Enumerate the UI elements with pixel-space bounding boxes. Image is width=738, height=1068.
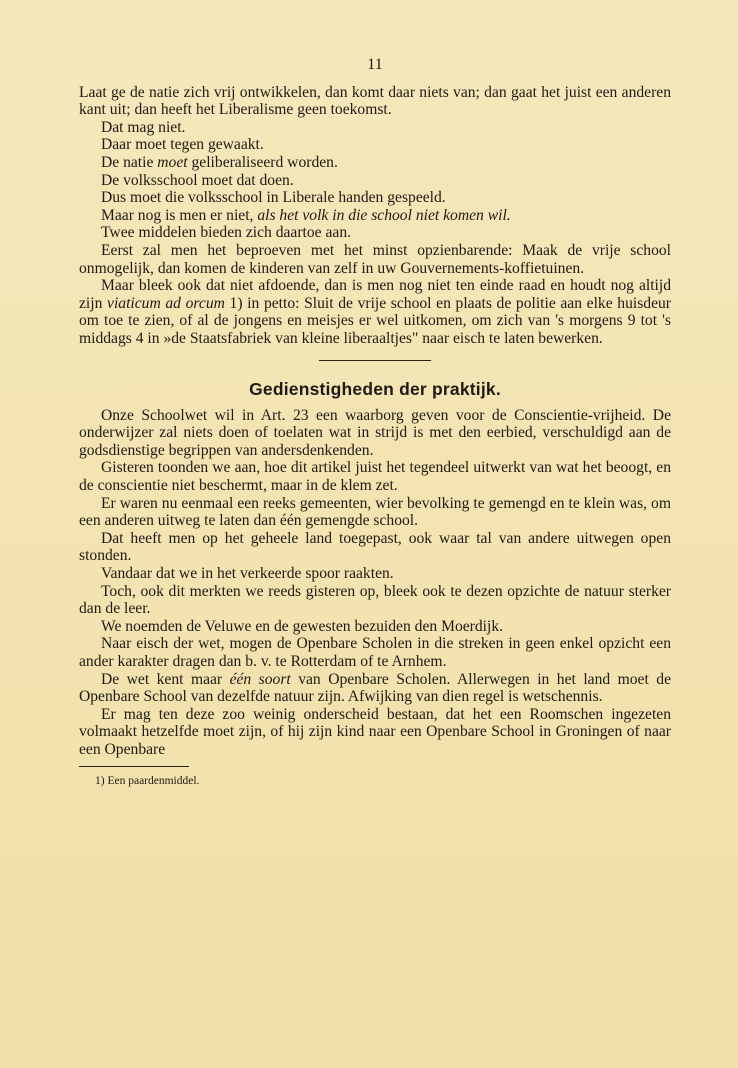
section-heading: Gedienstigheden der praktijk. xyxy=(249,379,501,399)
paragraph: Daar moet tegen gewaakt. xyxy=(101,136,264,154)
paragraph: Dat heeft men op het geheele land toegepast, ook waar tal van andere uitwegen open stonden. xyxy=(79,529,671,565)
section-divider xyxy=(319,360,431,362)
paragraph: Er waren nu eenmaal een reeks gemeenten, wier bevolking te gemengd en te klein was, om een anderen uitweg te laten dan één gemengde school. xyxy=(79,494,671,530)
paragraph: Vandaar dat we in het verkeerde spoor raakten. xyxy=(101,564,394,582)
paragraph: Naar eisch der wet, mogen de Openbare Scholen in die streken in geen enkel opzicht een ander karakter dragen dan b. v. te Rotterdam of te Arnhem. xyxy=(79,635,671,670)
paragraph: We noemden de Veluwe en de gewesten bezuiden den Moerdijk. xyxy=(101,617,504,635)
footnote-divider xyxy=(79,766,189,767)
paragraph: Er mag ten deze zoo weinig onderscheid bestaan, dat het een Roomschen ingezeten volmaakt hetzelfde moet zijn, of hij zijn kind naar een Openbare School in Groningen of naar een Openbare xyxy=(79,705,671,758)
page-content xyxy=(79,56,671,788)
emphasis: moet xyxy=(157,153,188,171)
page-number: 11 xyxy=(367,56,383,73)
footnote: 1) Een paardenmiddel. xyxy=(95,775,200,788)
paragraph: Maar bleek ook dat niet afdoende, dan is men nog niet ten einde raad en houdt nog altijd zijn viaticum ad orcum 1) in petto: Sluit de vrije school en plaats de politie aan elke huisdeur om toe te zien, of al de jongens en meisjes er wel uitkomen, om zich van 's morgens 9 tot 's middags 4 in »de Staatsfabriek van kleine liberaaltjes" naar eisch te laten bewerken. xyxy=(79,277,671,347)
paragraph: Eerst zal men het beproeven met het minst opzienbarende: Maak de vrije school onmogelijk, dan komen de kinderen van zelf in uw Gouvernements-koffietuinen. xyxy=(79,241,671,277)
emphasis: als het volk in die school niet komen wil. xyxy=(257,206,511,224)
paragraph: Gisteren toonden we aan, hoe dit artikel juist het tegendeel uitwerkt van wat het beoogt, en de conscientie niet beschermt, maar in de klem zet. xyxy=(79,459,671,494)
paragraph: Laat ge de natie zich vrij ontwikkelen, dan komt daar niets van; dan gaat het juist een anderen kant uit; dan heeft het Liberalisme geen toekomst. xyxy=(79,83,671,119)
emphasis: viaticum ad orcum xyxy=(107,294,225,312)
paragraph: Maar nog is men er niet, als het volk in die school niet komen wil. xyxy=(101,206,511,224)
paragraph: Twee middelen bieden zich daartoe aan. xyxy=(101,224,352,242)
paragraph: Toch, ook dit merkten we reeds gisteren op, bleek ook te dezen opzichte de natuur sterker dan de leer. xyxy=(79,582,671,618)
paragraph: Dat mag niet. xyxy=(101,118,186,136)
emphasis: één soort xyxy=(229,670,291,688)
paragraph: De natie moet geliberaliseerd worden. xyxy=(101,153,338,171)
paragraph: Dus moet die volksschool in Liberale handen gespeeld. xyxy=(101,189,446,207)
paragraph: De volksschool moet dat doen. xyxy=(101,171,294,189)
paragraph: De wet kent maar één soort van Openbare Scholen. Allerwegen in het land moet de Openbare School van dezelfde natuur zijn. Afwijking van dien regel is wetschennis. xyxy=(79,670,671,706)
paragraph: Onze Schoolwet wil in Art. 23 een waarborg geven voor de Conscientie-vrijheid. De onderwijzer zal niets doen of toelaten wat in strijd is met den eerbied, verschuldigd aan de godsdienstige begrippen van andersdenkenden. xyxy=(79,406,671,459)
